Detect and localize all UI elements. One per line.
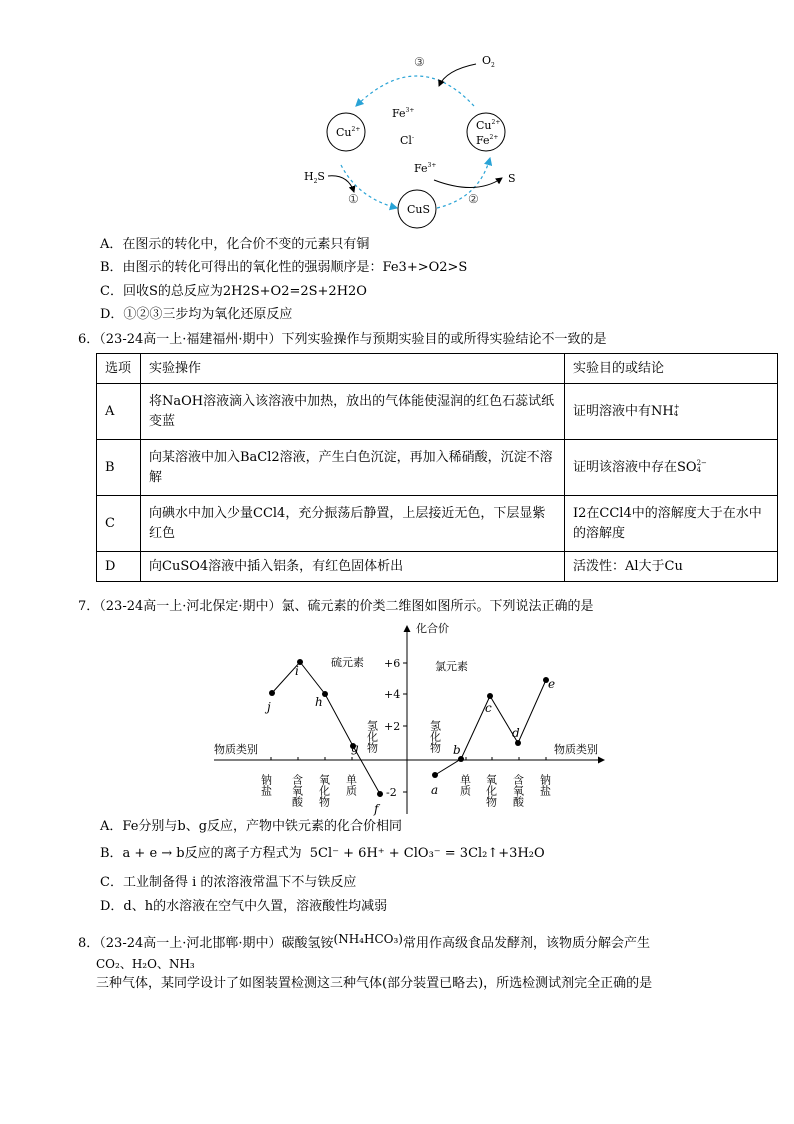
- row-a-operation: 将NaOH溶液滴入该溶液中加热，放出的气体能使湿润的红色石蕊试纸变蓝: [141, 384, 565, 440]
- q7-stem: 7．（23-24高一上·河北保定·期中）氯、硫元素的价类二维图如图所示。下列说法正确的是: [78, 599, 594, 614]
- point-label-i: i: [295, 664, 299, 678]
- table-row: [97, 440, 778, 496]
- point-j: [269, 690, 275, 696]
- label-fe3-top: $Fe^{3+}$: [392, 107, 415, 120]
- header-operation: 实验操作: [141, 354, 565, 384]
- q6-table: [96, 353, 778, 582]
- row-d-option: D: [97, 552, 141, 582]
- cat-right-3: 钠盐: [538, 774, 552, 796]
- cat-left-0: 钠盐: [259, 774, 273, 796]
- point-label-e: e: [548, 677, 556, 691]
- q8-stem: [78, 930, 650, 953]
- cat-left-1: 含氧酸: [290, 774, 304, 807]
- q8-line2: 三种气体，某同学设计了如图装置检测这三种气体(部分装置已略去)，所选检测试剂完全正确的是: [96, 976, 653, 991]
- label-node-fe: $Fe^{2+}$: [476, 134, 499, 147]
- point-d: [515, 740, 521, 746]
- q5-option-a: A．在图示的转化中，化合价不变的元素只有铜: [100, 237, 370, 252]
- x-axis-label-left: 物质类别: [214, 743, 258, 756]
- point-label-h: h: [315, 695, 323, 709]
- valence-category-chart: [204, 618, 616, 818]
- q7-option-b-text: B．a + e → b反应的离子方程式为: [100, 846, 302, 861]
- step-1: ①: [348, 192, 359, 206]
- point-label-f: f: [374, 802, 379, 816]
- q8-formula: (NH₄HCO₃): [333, 932, 403, 946]
- x-axis-label-right: 物质类别: [554, 743, 598, 756]
- q7-option-a: A．Fe分别与b、g反应，产物中铁元素的化合价相同: [100, 819, 403, 834]
- cycle-arc-right: [437, 158, 490, 208]
- q7-option-b-equation: 5Cl⁻ + 6H⁺ + ClO₃⁻ = 3Cl₂↑+3H₂O: [309, 846, 545, 861]
- row-c-option: C: [97, 496, 141, 552]
- arrow-s: [434, 178, 502, 188]
- cat-right-1: 氧化物: [484, 774, 498, 807]
- y-tick-p6: +6: [384, 657, 401, 670]
- point-f: [377, 791, 383, 797]
- hydride-left: 氢化物: [365, 720, 379, 753]
- q5-option-d: D．①②③三步均为氧化还原反应: [100, 307, 293, 322]
- table-row: [97, 384, 778, 440]
- point-label-b: b: [453, 743, 461, 757]
- table-row: [97, 496, 778, 552]
- point-label-a: a: [431, 783, 439, 797]
- row-c-result: I2在CCl4中的溶解度大于在水中的溶解度: [565, 496, 778, 552]
- cat-left-2: 氧化物: [317, 774, 331, 807]
- header-option: 选项: [97, 354, 141, 384]
- label-cu2: $Cu^{2+}$: [336, 126, 361, 139]
- cat-right-2: 含氧酸: [511, 774, 525, 807]
- point-label-d: d: [512, 726, 520, 740]
- row-d-operation: 向CuSO4溶液中插入铝条，有红色固体析出: [141, 552, 565, 582]
- data-points: [269, 659, 549, 797]
- label-sulfur: 硫元素: [331, 656, 364, 669]
- point-h: [322, 691, 328, 697]
- label-h2s: $H_2S$: [304, 170, 325, 185]
- arrow-h2s: [328, 176, 354, 192]
- label-s: S: [508, 172, 516, 185]
- label-chlorine: 氯元素: [435, 660, 468, 673]
- q7-option-b: [100, 845, 545, 863]
- q6-stem: 6．（23-24高一上·福建福州·期中）下列实验操作与预期实验目的或所得实验结论不一致的是: [78, 332, 607, 347]
- cat-left-3: 单质: [344, 774, 358, 796]
- row-b-result: 证明该溶液中存在SO 2− 4: [565, 440, 778, 496]
- table-header-row: [97, 354, 778, 384]
- cat-right-0: 单质: [458, 774, 472, 796]
- y-ticks: [384, 657, 407, 799]
- step-3: ③: [414, 55, 425, 69]
- row-a-option: A: [97, 384, 141, 440]
- redox-cycle-diagram: [296, 48, 536, 233]
- cycle-arc-top: [356, 76, 474, 106]
- point-label-c: c: [485, 701, 492, 715]
- q7-option-c: C．工业制备得 i 的浓溶液常温下不与铁反应: [100, 875, 357, 890]
- chlorine-line: [461, 680, 546, 759]
- row-b-operation: 向某溶液中加入BaCl2溶液，产生白色沉淀，再加入稀硝酸，沉淀不溶解: [141, 440, 565, 496]
- y-axis-label: 化合价: [416, 622, 449, 635]
- chlorine-line-ab: [435, 759, 461, 775]
- row-d-result: 活泼性：Al大于Cu: [565, 552, 778, 582]
- label-cus: CuS: [407, 203, 431, 216]
- q7-option-d: D．d、h的水溶液在空气中久置，溶液酸性均减弱: [100, 899, 388, 914]
- point-label-j: j: [267, 700, 271, 714]
- point-label-g: g: [351, 741, 359, 755]
- label-o2: $O_2$: [482, 54, 495, 69]
- header-result: 实验目的或结论: [565, 354, 778, 384]
- q8-stem-post: 常用作高级食品发酵剂，该物质分解会产生: [402, 936, 650, 951]
- hydride-right: 氢化物: [428, 720, 442, 753]
- point-a: [432, 772, 438, 778]
- table-row: [97, 552, 778, 582]
- row-a-result: 证明溶液中有NH + 4: [565, 384, 778, 440]
- label-cl: Cl-: [400, 134, 414, 147]
- point-c: [487, 693, 493, 699]
- y-tick-m2: -2: [386, 786, 397, 799]
- q8-gases: CO₂、H₂O、NH₃: [96, 957, 195, 971]
- row-b-option: B: [97, 440, 141, 496]
- y-tick-p4: +4: [384, 688, 401, 701]
- category-labels: [260, 773, 552, 807]
- q5-option-c: C．回收S的总反应为2H2S+O2=2S+2H2O: [100, 284, 367, 299]
- label-fe3-bottom: $Fe^{3+}$: [414, 162, 437, 175]
- q5-option-b: B．由图示的转化可得出的氧化性的强弱顺序是：Fe3+>O2>S: [100, 260, 468, 275]
- y-tick-p2: +2: [384, 720, 401, 733]
- label-node-cu: $Cu^{2+}$: [476, 119, 501, 132]
- row-c-operation: 向碘水中加入少量CCl4，充分振荡后静置，上层接近无色，下层显紫红色: [141, 496, 565, 552]
- step-2: ②: [468, 192, 479, 206]
- q8-stem-pre: 8．（23-24高一上·河北邯郸·期中）碳酸氢铵: [78, 936, 334, 951]
